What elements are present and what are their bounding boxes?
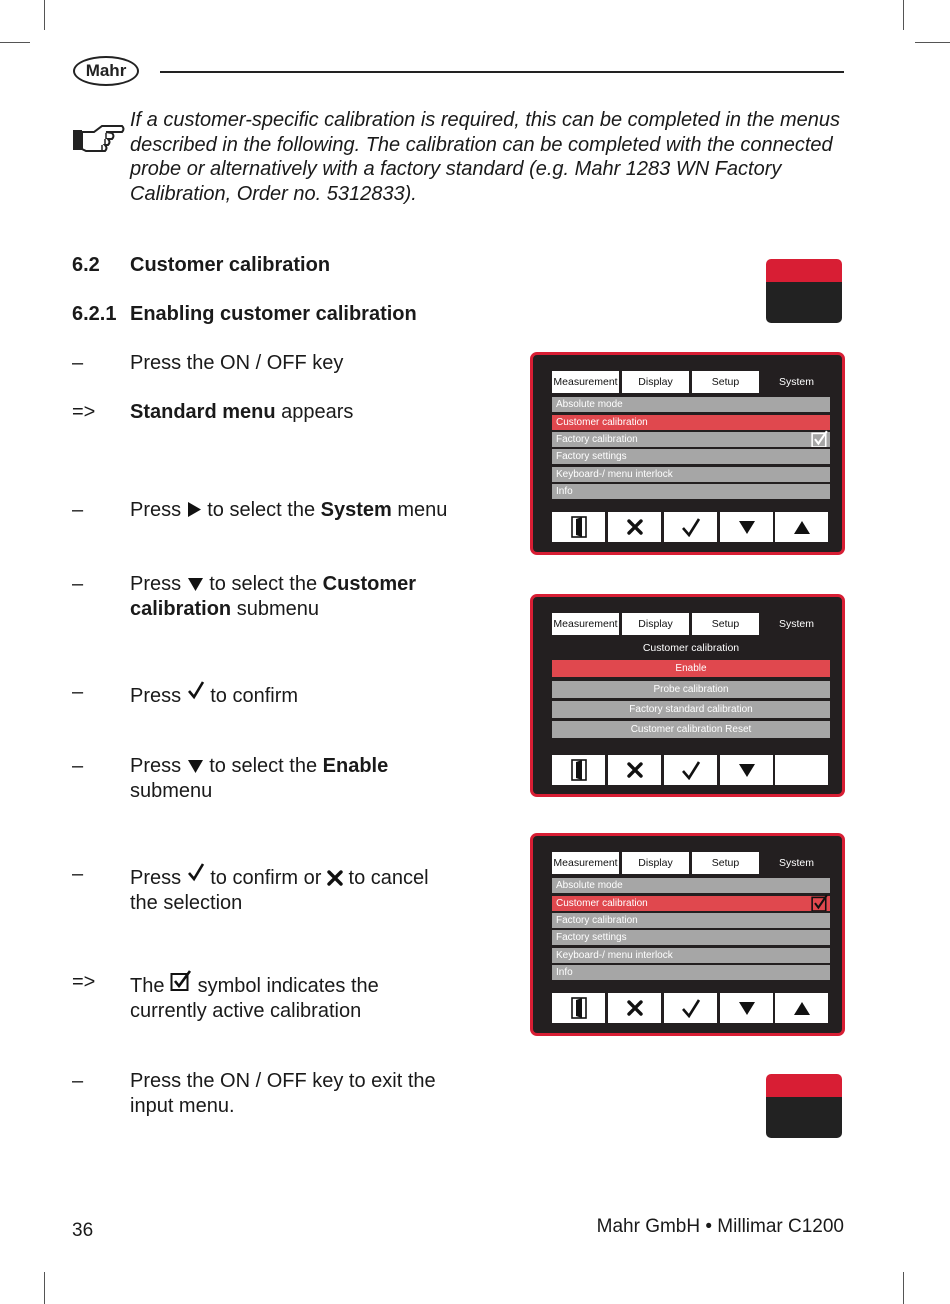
subsection-number: 6.2.1	[72, 303, 117, 325]
crop-mark	[915, 42, 950, 43]
pointing-hand-icon	[72, 118, 126, 158]
checkbox-checked-icon	[170, 970, 192, 992]
crop-mark	[903, 0, 904, 30]
on-off-key	[766, 259, 842, 323]
confirm-icon	[681, 760, 701, 780]
down-arrow-icon	[738, 1001, 756, 1016]
page-number: 36	[72, 1220, 94, 1241]
cancel-button[interactable]	[608, 993, 661, 1023]
section-heading	[0, 254, 500, 278]
crop-mark	[44, 1272, 45, 1304]
exit-icon	[570, 516, 588, 538]
menu-item-customer-calibration[interactable]: Customer calibration	[552, 415, 830, 430]
down-button[interactable]	[720, 993, 773, 1023]
down-arrow-icon	[738, 763, 756, 778]
calibration-note: If a customer-specific calibration is required, this can be completed in the menus described in the following. The calibration can be completed with the connected probe or alternatively with a factory standard (e.g. Mahr 1283 WN Factory Calibration, Order no. 5312833).	[130, 109, 840, 205]
menu-tabs	[552, 852, 831, 874]
crop-mark	[903, 1272, 904, 1304]
crop-mark	[0, 42, 30, 43]
menu-item-label: Factory calibration	[556, 434, 638, 445]
tab-measurement[interactable]: Measurement	[552, 852, 619, 874]
menu-item-keyboard-interlock[interactable]: Keyboard-/ menu interlock	[552, 467, 830, 482]
subsection-heading	[0, 303, 500, 327]
tab-system[interactable]: System	[762, 613, 831, 635]
subsection-title: Enabling customer calibration	[130, 303, 417, 325]
cancel-icon	[627, 762, 643, 778]
menu-item-keyboard-interlock[interactable]: Keyboard-/ menu interlock	[552, 948, 830, 963]
submenu-item-enable[interactable]: Enable	[552, 660, 830, 677]
cancel-button[interactable]	[608, 755, 661, 785]
tab-display[interactable]: Display	[622, 613, 689, 635]
submenu-item-customer-calibration-reset[interactable]: Customer calibration Reset	[552, 721, 830, 738]
header-rule	[160, 71, 844, 73]
tab-measurement[interactable]: Measurement	[552, 613, 619, 635]
menu-item-factory-calibration[interactable]	[552, 432, 830, 447]
tab-setup[interactable]: Setup	[692, 613, 759, 635]
exit-button[interactable]	[552, 755, 605, 785]
empty-softkey[interactable]	[775, 755, 828, 785]
mahr-logo: Mahr	[73, 56, 139, 86]
up-arrow-icon	[793, 1001, 811, 1016]
menu-item-customer-calibration[interactable]	[552, 896, 830, 911]
tab-system[interactable]: System	[762, 371, 831, 393]
up-button[interactable]	[775, 512, 828, 542]
down-arrow-icon	[738, 520, 756, 535]
checkbox-checked-icon	[811, 894, 828, 911]
checkbox-checked-icon	[811, 430, 828, 447]
exit-button[interactable]	[552, 993, 605, 1023]
softkey-bar	[552, 755, 828, 785]
exit-icon	[570, 759, 588, 781]
tab-display[interactable]: Display	[622, 852, 689, 874]
tab-setup[interactable]: Setup	[692, 371, 759, 393]
menu-item-factory-calibration[interactable]: Factory calibration	[552, 913, 830, 928]
menu-item-info[interactable]: Info	[552, 484, 830, 499]
confirm-button[interactable]	[664, 993, 717, 1023]
cancel-icon	[627, 1000, 643, 1016]
menu-item-absolute-mode[interactable]: Absolute mode	[552, 878, 830, 893]
menu-tabs	[552, 613, 831, 635]
section-number: 6.2	[72, 254, 100, 276]
down-button[interactable]	[720, 755, 773, 785]
submenu-title: Customer calibration	[642, 642, 740, 654]
on-off-key	[766, 1074, 842, 1138]
tab-display[interactable]: Display	[622, 371, 689, 393]
submenu-item-probe-calibration[interactable]: Probe calibration	[552, 681, 830, 698]
exit-button[interactable]	[552, 512, 605, 542]
section-title: Customer calibration	[130, 254, 331, 276]
menu-item-label: Customer calibration	[556, 898, 648, 909]
checkmark-icon	[187, 680, 205, 700]
up-arrow-icon	[793, 520, 811, 535]
footer-company: Mahr GmbH • Millimar C1200	[596, 1216, 844, 1237]
down-arrow-icon	[187, 577, 204, 592]
menu-item-info[interactable]: Info	[552, 965, 830, 980]
tab-setup[interactable]: Setup	[692, 852, 759, 874]
confirm-button[interactable]	[664, 512, 717, 542]
tab-system[interactable]: System	[762, 852, 831, 874]
display-screen-customer-calibration	[530, 594, 845, 797]
softkey-bar	[552, 512, 828, 542]
softkey-bar	[552, 993, 828, 1023]
right-arrow-icon	[187, 501, 202, 518]
cancel-button[interactable]	[608, 512, 661, 542]
exit-icon	[570, 997, 588, 1019]
checkmark-icon	[187, 862, 205, 882]
confirm-icon	[681, 517, 701, 537]
crop-mark	[44, 0, 45, 30]
submenu-item-factory-standard-calibration[interactable]: Factory standard calibration	[552, 701, 830, 718]
menu-item-factory-settings[interactable]: Factory settings	[552, 930, 830, 945]
display-screen-system-menu-active	[530, 833, 845, 1036]
confirm-icon	[681, 998, 701, 1018]
confirm-button[interactable]	[664, 755, 717, 785]
cancel-icon	[327, 870, 343, 886]
display-screen-system-menu	[530, 352, 845, 555]
menu-tabs	[552, 371, 831, 393]
up-button[interactable]	[775, 993, 828, 1023]
menu-item-factory-settings[interactable]: Factory settings	[552, 449, 830, 464]
cancel-icon	[627, 519, 643, 535]
menu-item-absolute-mode[interactable]: Absolute mode	[552, 397, 830, 412]
tab-measurement[interactable]: Measurement	[552, 371, 619, 393]
down-button[interactable]	[720, 512, 773, 542]
down-arrow-icon	[187, 759, 204, 774]
